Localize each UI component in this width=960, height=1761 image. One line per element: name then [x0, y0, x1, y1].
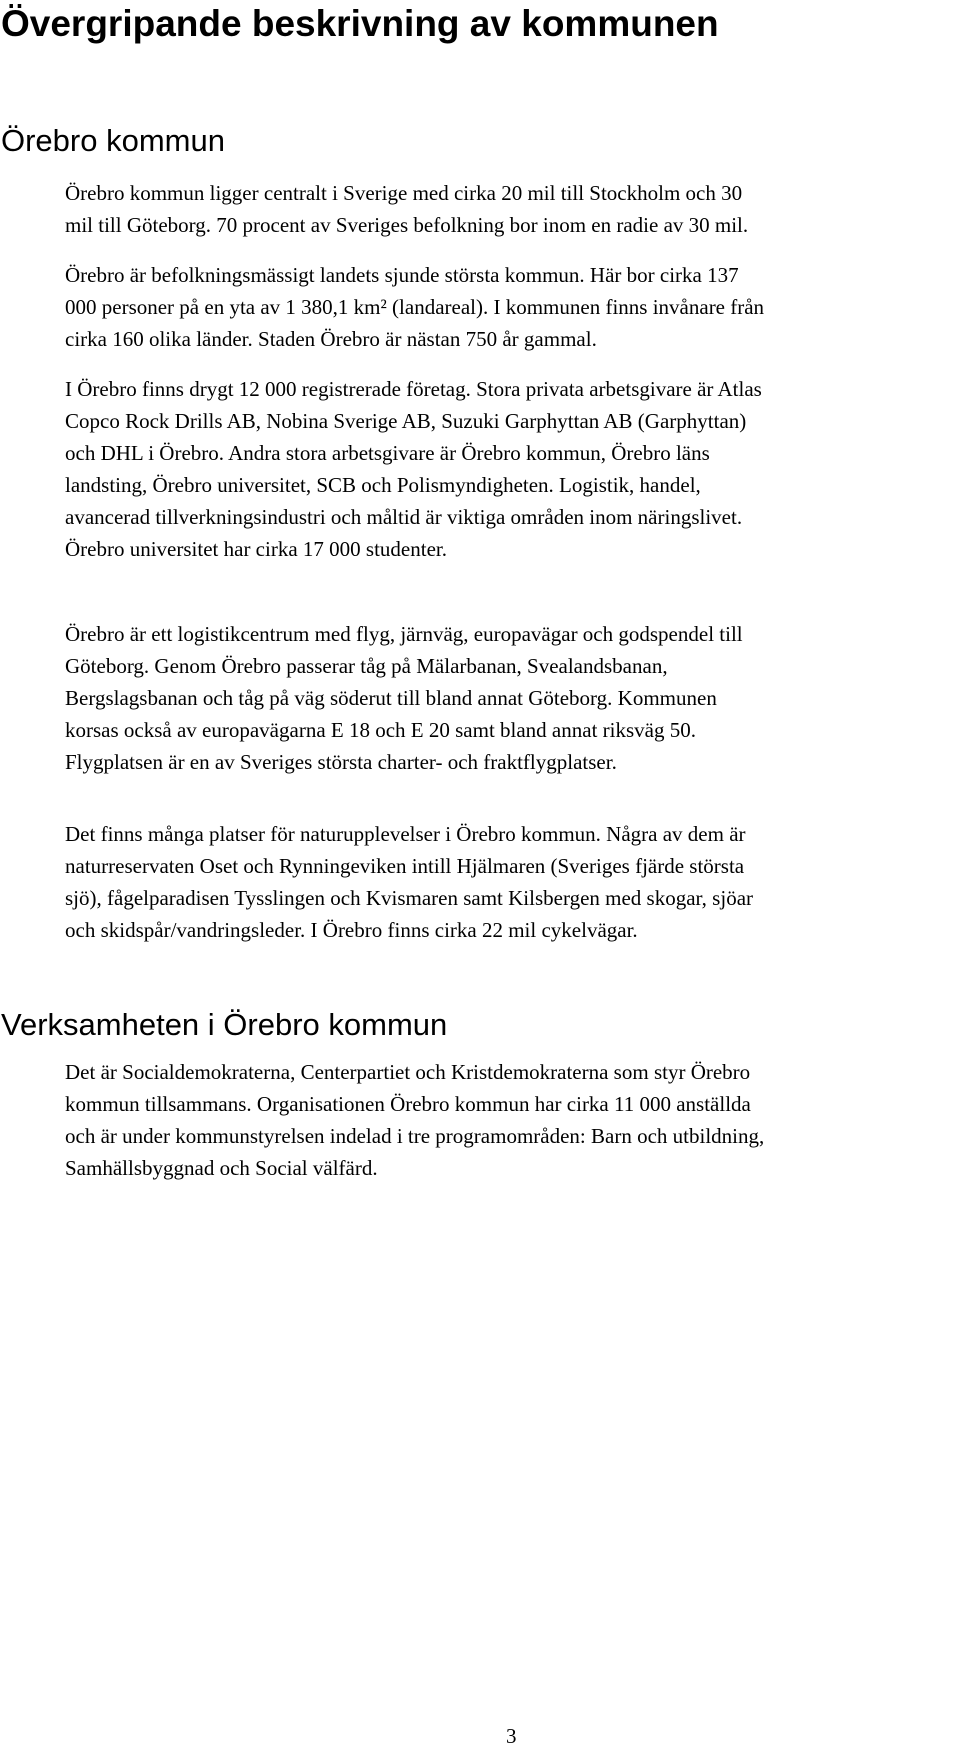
text-line: avancerad tillverkningsindustri och måltid är viktiga områden inom näringslivet. — [65, 505, 743, 529]
text-line: Bergslagsbanan och tåg på väg söderut till bland annat Göteborg. Kommunen — [65, 686, 717, 710]
text-line: kommun tillsammans. Organisationen Örebro kommun har cirka 11 000 anställda — [65, 1092, 751, 1116]
text-line: mil till Göteborg. 70 procent av Sveriges befolkning bor inom en radie av 30 mil. — [65, 213, 749, 237]
paragraph-business — [65, 373, 960, 565]
paragraph-location — [65, 177, 960, 241]
paragraph-nature — [65, 818, 960, 946]
text-line: 000 personer på en yta av 1 380,1 km² (landareal). I kommunen finns invånare från — [65, 295, 765, 319]
paragraph-population — [65, 259, 960, 355]
section-heading-orebro-kommun: Örebro kommun — [1, 123, 225, 158]
section-heading-verksamheten: Verksamheten i Örebro kommun — [1, 1007, 448, 1042]
text-line: och är under kommunstyrelsen indelad i tre programområden: Barn och utbildning, — [65, 1124, 765, 1148]
text-line: och skidspår/vandringsleder. I Örebro finns cirka 22 mil cykelvägar. — [65, 918, 638, 942]
text-line: I Örebro finns drygt 12 000 registrerade företag. Stora privata arbetsgivare är Atlas — [65, 377, 762, 401]
page-number: 3 — [506, 1724, 517, 1748]
text-line: Örebro är ett logistikcentrum med flyg, järnväg, europavägar och godspendel till — [65, 622, 743, 646]
paragraph-governance — [65, 1056, 960, 1184]
text-line: Örebro är befolkningsmässigt landets sjunde största kommun. Här bor cirka 137 — [65, 263, 739, 287]
text-line: sjö), fågelparadisen Tysslingen och Kvismaren samt Kilsbergen med skogar, sjöar — [65, 886, 754, 910]
text-line: Göteborg. Genom Örebro passerar tåg på Mälarbanan, Svealandsbanan, — [65, 654, 668, 678]
text-line: Örebro kommun ligger centralt i Sverige med cirka 20 mil till Stockholm och 30 — [65, 181, 743, 205]
text-line: landsting, Örebro universitet, SCB och Polismyndigheten. Logistik, handel, — [65, 473, 701, 497]
text-line: och DHL i Örebro. Andra stora arbetsgivare är Örebro kommun, Örebro läns — [65, 441, 710, 465]
page-title: Övergripande beskrivning av kommunen — [1, 3, 719, 44]
text-line: Flygplatsen är en av Sveriges största charter- och fraktflygplatser. — [65, 750, 617, 774]
text-line: cirka 160 olika länder. Staden Örebro är nästan 750 år gammal. — [65, 327, 597, 351]
text-line: Det finns många platser för naturupplevelser i Örebro kommun. Några av dem är — [65, 822, 746, 846]
text-line: Samhällsbyggnad och Social välfärd. — [65, 1156, 378, 1180]
text-line: Copco Rock Drills AB, Nobina Sverige AB, Suzuki Garphyttan AB (Garphyttan) — [65, 409, 747, 433]
paragraph-logistics — [65, 618, 960, 778]
text-line: naturreservaten Oset och Rynningeviken intill Hjälmaren (Sveriges fjärde största — [65, 854, 745, 878]
text-line: Örebro universitet har cirka 17 000 studenter. — [65, 537, 447, 561]
text-line: korsas också av europavägarna E 18 och E 20 samt bland annat riksväg 50. — [65, 718, 696, 742]
text-line: Det är Socialdemokraterna, Centerpartiet och Kristdemokraterna som styr Örebro — [65, 1060, 751, 1084]
